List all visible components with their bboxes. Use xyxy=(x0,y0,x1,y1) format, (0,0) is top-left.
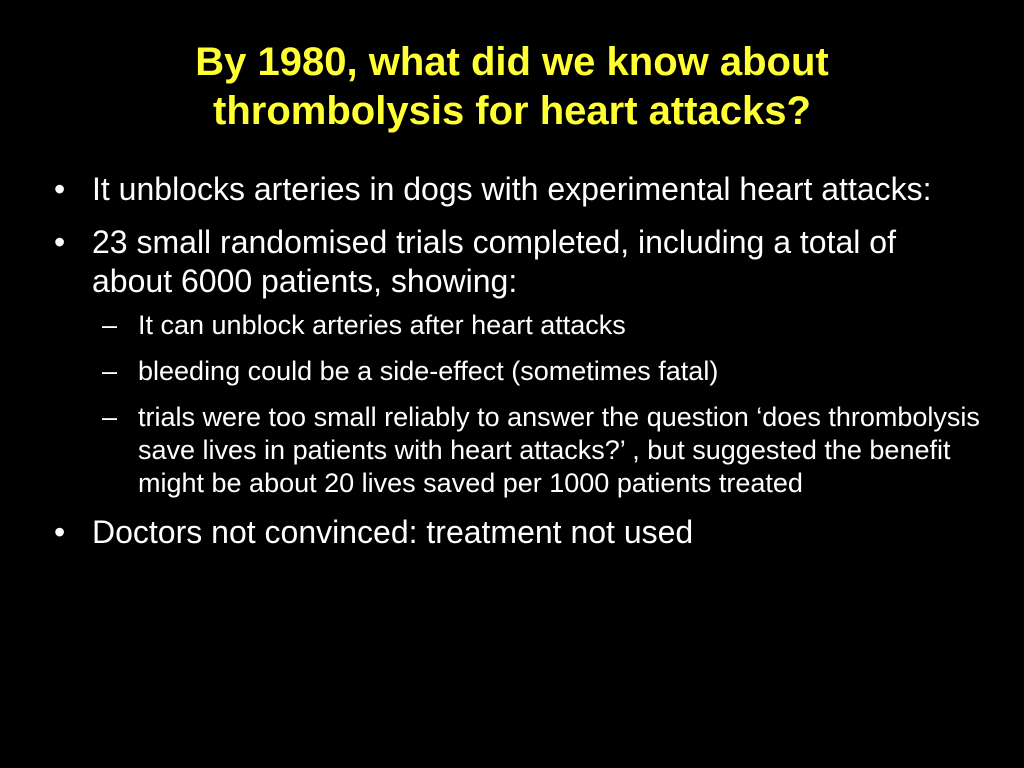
bullet-marker: • xyxy=(54,171,66,207)
slide-title xyxy=(60,38,964,136)
bullet-text: Doctors not convinced: treatment not used xyxy=(92,514,694,550)
bullet-item-1 xyxy=(54,170,984,209)
sub-bullet-item-3 xyxy=(54,401,984,500)
sub-bullet-marker: – xyxy=(102,356,118,386)
bullet-item-3 xyxy=(54,513,984,552)
sub-bullet-list xyxy=(54,309,984,500)
bullet-marker: • xyxy=(54,224,66,260)
bullet-item-2 xyxy=(54,223,984,301)
sub-bullet-item-1 xyxy=(54,309,984,342)
sub-bullet-text: It can unblock arteries after heart attacks xyxy=(138,310,626,340)
sub-bullet-text: bleeding could be a side-effect (sometimes fatal) xyxy=(138,356,719,386)
sub-bullet-marker: – xyxy=(102,402,118,432)
bullet-text: It unblocks arteries in dogs with experimental heart attacks: xyxy=(92,171,932,207)
bullet-marker: • xyxy=(54,514,66,550)
slide-body xyxy=(54,170,984,566)
sub-bullet-text: trials were too small reliably to answer the question ‘does thrombolysis save lives in patients with heart attacks?’ , but suggested the benefit might be about 20 lives saved per 1000 patients treated xyxy=(138,402,980,498)
bullet-text: 23 small randomised trials completed, including a total of about 6000 patients, showing: xyxy=(92,224,896,299)
slide-title-line-1: By 1980, what did we know about xyxy=(195,40,829,84)
slide-title-line-2: thrombolysis for heart attacks? xyxy=(213,89,811,133)
sub-bullet-item-2 xyxy=(54,355,984,388)
sub-bullet-marker: – xyxy=(102,310,118,340)
